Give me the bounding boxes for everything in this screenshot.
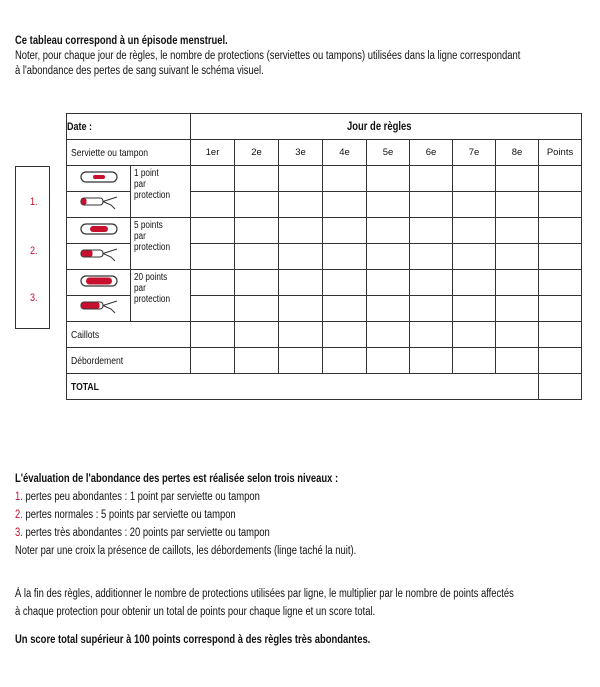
level-1-par: par xyxy=(134,179,146,190)
entry-cell[interactable] xyxy=(323,296,367,322)
debordement-label: Débordement xyxy=(71,354,124,367)
level-1-number: 1. xyxy=(30,196,38,208)
points-cell[interactable] xyxy=(539,192,582,218)
level-1-points-cell xyxy=(131,166,191,218)
entry-cell[interactable] xyxy=(453,192,496,218)
level-3-protection: protection xyxy=(134,294,171,305)
level-2-protection: protection xyxy=(134,242,171,253)
day-1-header: 1er xyxy=(191,140,235,166)
entry-cell[interactable] xyxy=(191,270,235,296)
final-conclusion: Un score total supérieur à 100 points correspond à des règles très abondantes. xyxy=(15,634,371,646)
points-cell[interactable] xyxy=(539,322,582,348)
total-row xyxy=(67,374,582,400)
entry-cell[interactable] xyxy=(279,166,323,192)
entry-cell[interactable] xyxy=(496,322,539,348)
total-points-cell[interactable] xyxy=(539,374,582,400)
entry-cell[interactable] xyxy=(453,218,496,244)
evaluation-item-2-text: pertes normales : 5 points par serviette ou tampon xyxy=(22,509,236,521)
entry-cell[interactable] xyxy=(279,348,323,374)
entry-cell[interactable] xyxy=(496,296,539,322)
points-cell[interactable] xyxy=(539,166,582,192)
caillots-label: Caillots xyxy=(71,328,100,341)
jour-label: Jour de règles xyxy=(346,120,412,133)
points-cell[interactable] xyxy=(539,244,582,270)
evaluation-item-3 xyxy=(15,524,356,542)
day-2-header: 2e xyxy=(235,140,279,166)
day-7-header: 7e xyxy=(453,140,496,166)
level-2-points: 5 points xyxy=(134,220,163,231)
pad-icon-cell xyxy=(67,166,131,192)
final-text xyxy=(15,585,600,649)
entry-cell[interactable] xyxy=(279,270,323,296)
entry-cell[interactable] xyxy=(235,348,279,374)
evaluation-note: Noter par une croix la présence de caillots, les débordements (linge taché la nuit). xyxy=(15,545,357,557)
level-3-points: 20 points xyxy=(134,272,168,283)
date-header-cell xyxy=(67,114,191,140)
tampon-icon xyxy=(77,194,121,212)
level-1-pad-row xyxy=(67,166,582,192)
tampon-icon xyxy=(77,246,121,264)
entry-cell[interactable] xyxy=(235,166,279,192)
tampon-icon-cell xyxy=(67,296,131,322)
entry-cell[interactable] xyxy=(410,244,453,270)
entry-cell[interactable] xyxy=(496,270,539,296)
points-cell[interactable] xyxy=(539,348,582,374)
type-label: Serviette ou tampon xyxy=(71,146,149,159)
evaluation-item-3-text: pertes très abondantes : 20 points par serviette ou tampon xyxy=(22,527,270,539)
day-4-header: 4e xyxy=(323,140,367,166)
day-3-header: 3e xyxy=(279,140,323,166)
entry-cell[interactable] xyxy=(367,166,410,192)
entry-cell[interactable] xyxy=(323,192,367,218)
level-2-number: 2. xyxy=(30,245,38,257)
level-1-points: 1 point xyxy=(134,168,159,179)
tampon-icon-cell xyxy=(67,192,131,218)
caillots-label-cell xyxy=(67,322,191,348)
tampon-icon xyxy=(77,298,121,316)
entry-cell[interactable] xyxy=(191,218,235,244)
entry-cell[interactable] xyxy=(279,322,323,348)
entry-cell[interactable] xyxy=(496,348,539,374)
entry-cell[interactable] xyxy=(410,270,453,296)
entry-cell[interactable] xyxy=(279,192,323,218)
jour-de-regles-header xyxy=(191,114,582,140)
entry-cell[interactable] xyxy=(496,166,539,192)
menstrual-chart-table xyxy=(66,113,582,400)
pad-icon xyxy=(77,273,121,289)
intro-title: Ce tableau correspond à un épisode menstruel. xyxy=(15,35,228,47)
entry-cell[interactable] xyxy=(453,244,496,270)
entry-cell[interactable] xyxy=(410,348,453,374)
level-3-par: par xyxy=(134,283,146,294)
entry-cell[interactable] xyxy=(323,244,367,270)
entry-cell[interactable] xyxy=(235,270,279,296)
final-line-2: à chaque protection pour obtenir un total de points pour chaque ligne et un score total. xyxy=(15,606,376,618)
evaluation-item-3-number: 3. xyxy=(15,527,23,539)
debordement-label-cell xyxy=(67,348,191,374)
entry-cell[interactable] xyxy=(367,296,410,322)
entry-cell[interactable] xyxy=(367,192,410,218)
points-cell[interactable] xyxy=(539,270,582,296)
entry-cell[interactable] xyxy=(191,244,235,270)
day-6-header: 6e xyxy=(410,140,453,166)
entry-cell[interactable] xyxy=(235,192,279,218)
entry-cell[interactable] xyxy=(367,322,410,348)
intro-line-2: à l'abondance des pertes de sang suivant le schéma visuel. xyxy=(15,65,264,77)
final-line-1: À la fin des règles, additionner le nombre de protections utilisées par ligne, le multiplier par le nombre de points affectés xyxy=(15,588,514,600)
entry-cell[interactable] xyxy=(323,322,367,348)
entry-cell[interactable] xyxy=(367,348,410,374)
entry-cell[interactable] xyxy=(279,218,323,244)
evaluation-item-1 xyxy=(15,488,356,506)
entry-cell[interactable] xyxy=(191,296,235,322)
points-header: Points xyxy=(539,140,582,166)
total-label-cell xyxy=(67,374,539,400)
pad-icon xyxy=(77,169,121,185)
level-1-protection: protection xyxy=(134,190,171,201)
points-cell[interactable] xyxy=(539,218,582,244)
entry-cell[interactable] xyxy=(235,296,279,322)
caillots-row xyxy=(67,322,582,348)
entry-cell[interactable] xyxy=(235,218,279,244)
pad-icon xyxy=(77,221,121,237)
entry-cell[interactable] xyxy=(410,166,453,192)
entry-cell[interactable] xyxy=(235,322,279,348)
entry-cell[interactable] xyxy=(496,218,539,244)
entry-cell[interactable] xyxy=(191,348,235,374)
level-3-pad-row xyxy=(67,270,582,296)
entry-cell[interactable] xyxy=(191,192,235,218)
entry-cell[interactable] xyxy=(323,270,367,296)
entry-cell[interactable] xyxy=(453,322,496,348)
entry-cell[interactable] xyxy=(496,192,539,218)
tampon-icon-cell xyxy=(67,244,131,270)
entry-cell[interactable] xyxy=(367,218,410,244)
entry-cell[interactable] xyxy=(453,348,496,374)
entry-cell[interactable] xyxy=(367,270,410,296)
level-3-number: 3. xyxy=(30,292,38,304)
day-5-header: 5e xyxy=(367,140,410,166)
entry-cell[interactable] xyxy=(191,166,235,192)
entry-cell[interactable] xyxy=(453,270,496,296)
entry-cell[interactable] xyxy=(367,244,410,270)
entry-cell[interactable] xyxy=(410,322,453,348)
evaluation-title: L'évaluation de l'abondance des pertes est réalisée selon trois niveaux : xyxy=(15,473,339,485)
entry-cell[interactable] xyxy=(279,296,323,322)
level-2-points-cell xyxy=(131,218,191,270)
intro-line-1: Noter, pour chaque jour de règles, le nombre de protections (serviettes ou tampons) utilisées dans la ligne correspondant xyxy=(15,50,521,62)
entry-cell[interactable] xyxy=(191,322,235,348)
entry-cell[interactable] xyxy=(323,218,367,244)
total-label: TOTAL xyxy=(71,380,99,393)
entry-cell[interactable] xyxy=(410,218,453,244)
entry-cell[interactable] xyxy=(235,244,279,270)
entry-cell[interactable] xyxy=(323,166,367,192)
evaluation-item-2-number: 2. xyxy=(15,509,23,521)
entry-cell[interactable] xyxy=(323,348,367,374)
type-row xyxy=(67,140,582,166)
date-label: Date : xyxy=(67,120,93,133)
evaluation-item-2 xyxy=(15,506,356,524)
entry-cell[interactable] xyxy=(279,244,323,270)
type-label-cell xyxy=(67,140,191,166)
header-row xyxy=(67,114,582,140)
debordement-row xyxy=(67,348,582,374)
level-2-par: par xyxy=(134,231,146,242)
entry-cell[interactable] xyxy=(410,296,453,322)
pad-icon-cell xyxy=(67,270,131,296)
intro-text xyxy=(15,34,600,79)
day-8-header: 8e xyxy=(496,140,539,166)
entry-cell[interactable] xyxy=(410,192,453,218)
entry-cell[interactable] xyxy=(453,296,496,322)
level-3-points-cell xyxy=(131,270,191,322)
points-cell[interactable] xyxy=(539,296,582,322)
evaluation-item-1-text: pertes peu abondantes : 1 point par serviette ou tampon xyxy=(22,491,260,503)
pad-icon-cell xyxy=(67,218,131,244)
entry-cell[interactable] xyxy=(496,244,539,270)
evaluation-item-1-number: 1. xyxy=(15,491,23,503)
evaluation-text xyxy=(15,470,431,560)
level-2-pad-row xyxy=(67,218,582,244)
entry-cell[interactable] xyxy=(453,166,496,192)
